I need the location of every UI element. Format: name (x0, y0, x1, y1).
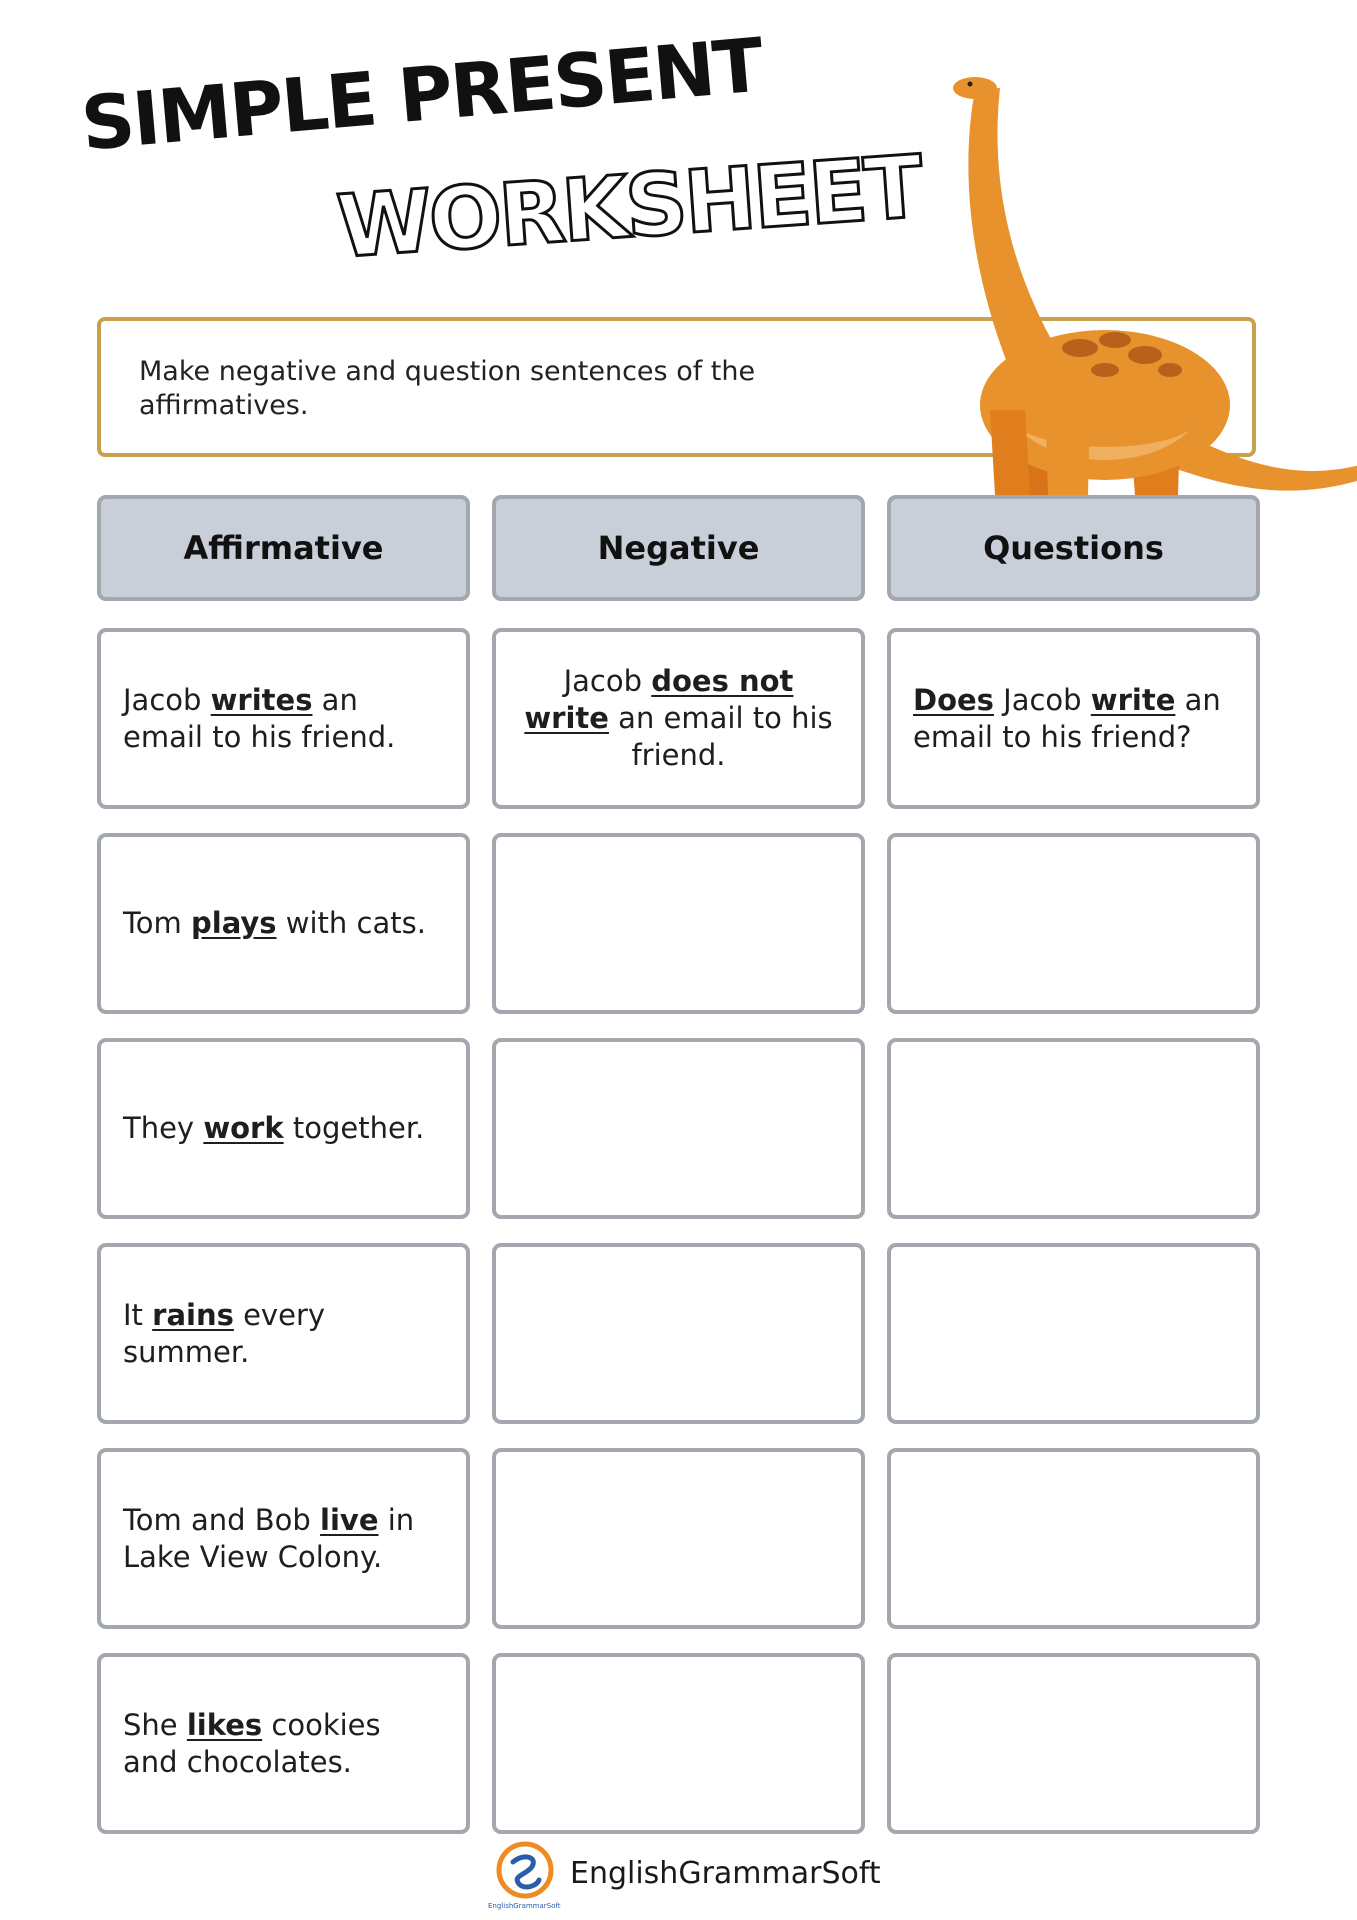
affirmative-cell-5 (97, 1448, 470, 1629)
negative-cell-1[interactable] (492, 628, 865, 809)
affirmative-sentence: Tom and Bob live in Lake View Colony. (123, 1502, 415, 1574)
affirmative-cell-1 (97, 628, 470, 809)
affirmative-sentence: They work together. (123, 1111, 425, 1145)
negative-cell-6[interactable] (492, 1653, 865, 1834)
affirmative-sentence: She likes cookies and chocolates. (123, 1707, 381, 1779)
negative-sentence: Jacob does not write an email to his friend. (524, 664, 833, 772)
header-negative: Negative (492, 495, 865, 601)
title-worksheet: WORKSHEET (334, 137, 924, 278)
affirmative-cell-6 (97, 1653, 470, 1834)
negative-cell-3[interactable] (492, 1038, 865, 1219)
brand-name[interactable]: EnglishGrammarSoft (570, 1856, 881, 1891)
negative-cell-2[interactable] (492, 833, 865, 1014)
affirmative-cell-4 (97, 1243, 470, 1424)
brand-logo-caption: EnglishGrammarSoft (488, 1902, 561, 1910)
question-cell-2[interactable] (887, 833, 1260, 1014)
question-cell-1[interactable] (887, 628, 1260, 809)
question-cell-5[interactable] (887, 1448, 1260, 1629)
question-cell-3[interactable] (887, 1038, 1260, 1219)
dinosaur-illustration (930, 70, 1357, 510)
brand-logo-icon (495, 1840, 555, 1908)
question-cell-6[interactable] (887, 1653, 1260, 1834)
title-simple-present: SIMPLE PRESENT (78, 22, 766, 168)
affirmative-sentence: Jacob writes an email to his friend. (123, 682, 396, 754)
header-questions: Questions (887, 495, 1260, 601)
affirmative-sentence: Tom plays with cats. (123, 906, 426, 940)
instruction-text: Make negative and question sentences of the affirmatives. (139, 356, 756, 421)
negative-cell-4[interactable] (492, 1243, 865, 1424)
affirmative-cell-2 (97, 833, 470, 1014)
affirmative-sentence: It rains every summer. (123, 1297, 326, 1369)
question-cell-4[interactable] (887, 1243, 1260, 1424)
negative-cell-5[interactable] (492, 1448, 865, 1629)
affirmative-cell-3 (97, 1038, 470, 1219)
header-affirmative: Affirmative (97, 495, 470, 601)
question-sentence: Does Jacob write an email to his friend? (913, 682, 1221, 754)
